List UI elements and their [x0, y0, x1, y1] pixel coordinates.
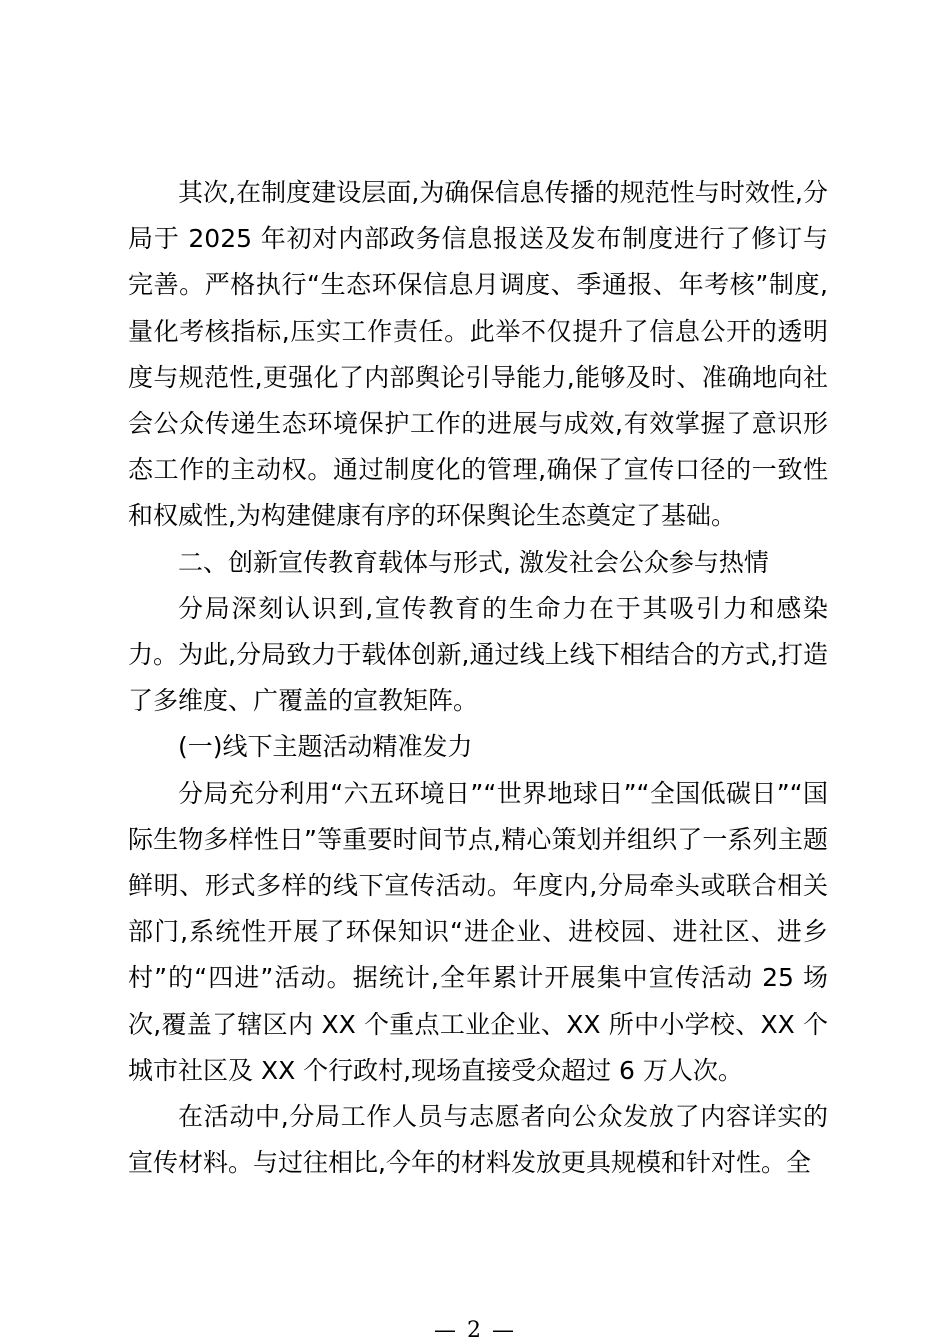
paragraph-education-carrier: 分局深刻认识到,宣传教育的生命力在于其吸引力和感染力。为此,分局致力于载体创新,通过线上线下相结合的方式,打造了多维度、广覆盖的宣教矩阵。 — [128, 593, 828, 716]
page-number: — 2 — — [434, 1318, 516, 1343]
document-body — [128, 170, 828, 1186]
subsection-heading-offline: (一)线下主题活动精准发力 — [178, 732, 473, 762]
section-heading-two: 二、创新宣传教育载体与形式, 激发社会公众参与热情 — [178, 547, 769, 577]
paragraph-institution-building: 其次,在制度建设层面,为确保信息传播的规范性与时效性,分局于 2025 年初对内部政务信息报送及发布制度进行了修订与完善。严格执行“生态环保信息月调度、季通报、年考核”制度,量化考核指标,压实工作责任。此举不仅提升了信息公开的透明度与规范性,更强化了内部舆论引导能力,能够及时、准确地向社会公众传递生态环境保护工作的进展与成效,有效掌握了意识形态工作的主动权。通过制度化的管理,确保了宣传口径的一致性和权威性,为构建健康有序的环保舆论生态奠定了基础。 — [128, 178, 828, 531]
paragraph-offline-activities: 分局充分利用“六五环境日”“世界地球日”“全国低碳日”“国际生物多样性日”等重要时间节点,精心策划并组织了一系列主题鲜明、形式多样的线下宣传活动。年度内,分局牵头或联合相关部门,系统性开展了环保知识“进企业、进校园、进社区、进乡村”的“四进”活动。据统计,全年累计开展集中宣传活动 25 场次,覆盖了辖区内 XX 个重点工业企业、XX 所中小学校、XX 个城市社区及 XX 个行政村,现场直接受众超过 6 万人次。 — [128, 778, 828, 1085]
paragraph-materials: 在活动中,分局工作人员与志愿者向公众发放了内容详实的宣传材料。与过往相比,今年的材料发放更具规模和针对性。全 — [128, 1102, 828, 1178]
